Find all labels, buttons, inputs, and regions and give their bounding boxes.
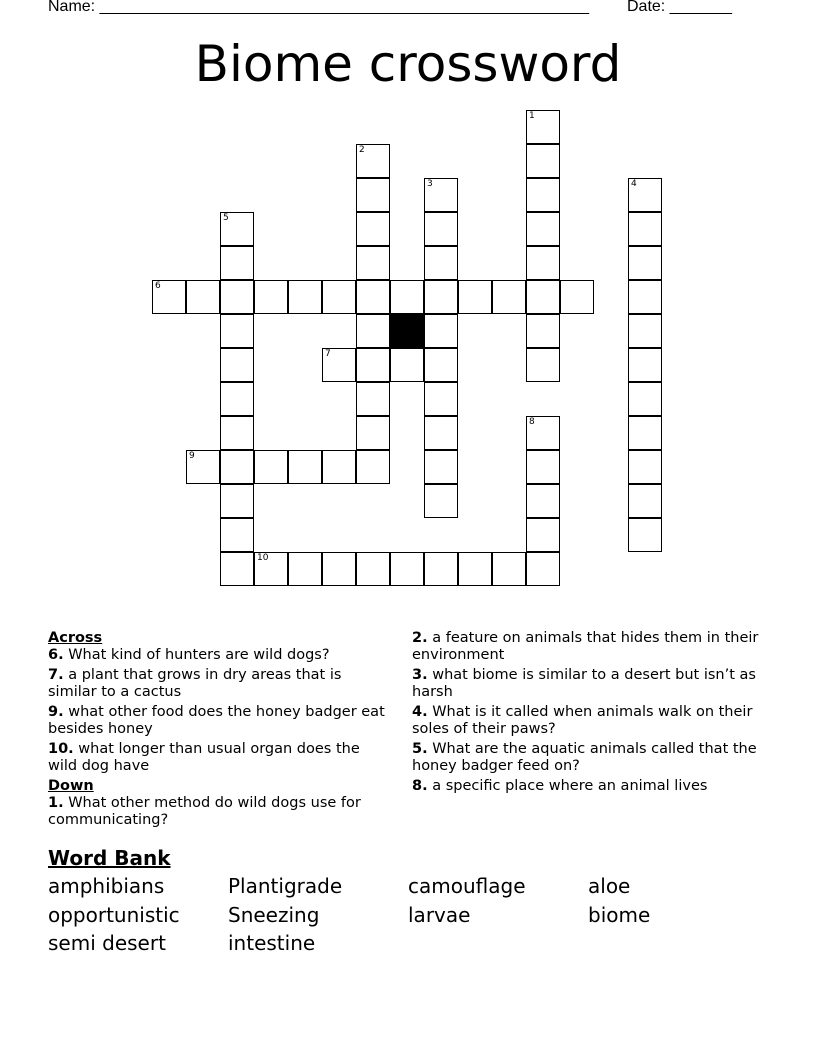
clue-text: what biome is similar to a desert but isn’t as harsh — [412, 667, 756, 700]
crossword-cell[interactable] — [526, 280, 560, 314]
clue-number: 4. — [412, 704, 428, 720]
crossword-cell[interactable] — [628, 416, 662, 450]
crossword-cell[interactable] — [390, 552, 424, 586]
crossword-cell[interactable] — [288, 552, 322, 586]
clue-down-8 — [412, 778, 762, 795]
clue-text: What kind of hunters are wild dogs? — [68, 647, 330, 663]
crossword-cell[interactable] — [492, 552, 526, 586]
crossword-cell[interactable] — [390, 280, 424, 314]
clue-number: 1. — [48, 795, 64, 811]
crossword-cell[interactable] — [526, 212, 560, 246]
crossword-cell[interactable] — [526, 552, 560, 586]
crossword-cell[interactable] — [220, 484, 254, 518]
clue-number-label: 9 — [189, 451, 195, 461]
crossword-cell[interactable] — [424, 314, 458, 348]
crossword-cell[interactable] — [220, 212, 254, 246]
crossword-cell[interactable] — [186, 280, 220, 314]
word-bank-item: larvae — [408, 903, 471, 927]
crossword-cell[interactable] — [322, 280, 356, 314]
crossword-cell[interactable] — [526, 144, 560, 178]
clue-across-7 — [48, 667, 388, 701]
crossword-cell[interactable] — [628, 314, 662, 348]
clue-text: a specific place where an animal lives — [432, 778, 708, 794]
clue-across-6 — [48, 647, 388, 664]
clue-text: what longer than usual organ does the wild dog have — [48, 741, 360, 774]
clue-number: 5. — [412, 741, 428, 757]
clue-down-4 — [412, 704, 762, 738]
clue-across-10 — [48, 741, 388, 775]
clue-number: 2. — [412, 630, 428, 646]
crossword-cell[interactable] — [526, 484, 560, 518]
word-bank-item: Plantigrade — [228, 874, 343, 898]
crossword-cell[interactable] — [628, 382, 662, 416]
clue-number: 3. — [412, 667, 428, 683]
crossword-cell[interactable] — [220, 552, 254, 586]
crossword-cell[interactable] — [526, 450, 560, 484]
clue-number: 9. — [48, 704, 64, 720]
crossword-cell[interactable] — [526, 246, 560, 280]
crossword-cell[interactable] — [526, 178, 560, 212]
crossword-cell[interactable] — [220, 450, 254, 484]
word-bank-item: semi desert — [48, 931, 166, 955]
clue-number-label: 7 — [325, 349, 331, 359]
crossword-cell[interactable] — [288, 450, 322, 484]
crossword-cell[interactable] — [356, 348, 390, 382]
crossword-cell[interactable] — [628, 348, 662, 382]
crossword-cell[interactable] — [458, 552, 492, 586]
clue-number-label: 1 — [529, 111, 535, 121]
crossword-cell[interactable] — [356, 552, 390, 586]
word-bank-item: camouflage — [408, 874, 526, 898]
crossword-cell[interactable] — [322, 450, 356, 484]
crossword-black-cell — [390, 314, 424, 348]
clues-right-column — [412, 630, 762, 798]
crossword-cell[interactable] — [628, 178, 662, 212]
crossword-cell[interactable] — [390, 348, 424, 382]
word-bank-item: opportunistic — [48, 903, 180, 927]
word-bank-item: amphibians — [48, 874, 165, 898]
clue-number: 8. — [412, 778, 428, 794]
crossword-cell[interactable] — [220, 348, 254, 382]
crossword-cell[interactable] — [526, 348, 560, 382]
clue-text: what other food does the honey badger eat besides honey — [48, 704, 385, 737]
crossword-cell[interactable] — [356, 246, 390, 280]
clue-down-2 — [412, 630, 762, 664]
crossword-cell[interactable] — [628, 280, 662, 314]
crossword-cell[interactable] — [220, 280, 254, 314]
crossword-cell[interactable] — [254, 552, 288, 586]
clue-text: a feature on animals that hides them in their environment — [412, 630, 759, 663]
crossword-cell[interactable] — [628, 212, 662, 246]
crossword-cell[interactable] — [424, 484, 458, 518]
crossword-cell[interactable] — [526, 110, 560, 144]
clue-number: 6. — [48, 647, 64, 663]
date-field[interactable]: Date: _______ — [627, 0, 732, 15]
crossword-cell[interactable] — [424, 416, 458, 450]
crossword-cell[interactable] — [322, 552, 356, 586]
crossword-cell[interactable] — [424, 246, 458, 280]
clue-down-3 — [412, 667, 762, 701]
page-title: Biome crossword — [194, 35, 622, 93]
crossword-cell[interactable] — [424, 212, 458, 246]
word-bank-item: intestine — [228, 931, 316, 955]
across-heading: Across — [48, 630, 103, 646]
crossword-cell[interactable] — [628, 450, 662, 484]
crossword-cell[interactable] — [220, 246, 254, 280]
word-bank-item: Sneezing — [228, 903, 320, 927]
clue-text: a plant that grows in dry areas that is similar to a cactus — [48, 667, 342, 700]
clue-number-label: 10 — [257, 553, 269, 563]
crossword-cell[interactable] — [356, 280, 390, 314]
crossword-cell[interactable] — [356, 450, 390, 484]
clue-number: 7. — [48, 667, 64, 683]
crossword-cell[interactable] — [628, 246, 662, 280]
down-heading: Down — [48, 778, 94, 794]
crossword-cell[interactable] — [526, 518, 560, 552]
clue-number-label: 5 — [223, 213, 229, 223]
clue-number-label: 2 — [359, 145, 365, 155]
clue-down-5 — [412, 741, 762, 775]
crossword-cell[interactable] — [356, 144, 390, 178]
crossword-cell[interactable] — [220, 416, 254, 450]
crossword-cell[interactable] — [322, 348, 356, 382]
clue-text: What other method do wild dogs use for communicating? — [48, 795, 361, 828]
crossword-cell[interactable] — [628, 484, 662, 518]
crossword-cell[interactable] — [424, 552, 458, 586]
word-bank-title: Word Bank — [48, 846, 171, 870]
clue-number-label: 3 — [427, 179, 433, 189]
crossword-cell[interactable] — [356, 382, 390, 416]
crossword-cell[interactable] — [220, 382, 254, 416]
crossword-cell[interactable] — [356, 314, 390, 348]
clue-text: What is it called when animals walk on their soles of their paws? — [412, 704, 753, 737]
clue-number-label: 8 — [529, 417, 535, 427]
crossword-cell[interactable] — [254, 450, 288, 484]
crossword-cell[interactable] — [152, 280, 186, 314]
crossword-cell[interactable] — [628, 518, 662, 552]
crossword-cell[interactable] — [560, 280, 594, 314]
crossword-cell[interactable] — [526, 314, 560, 348]
crossword-cell[interactable] — [424, 450, 458, 484]
crossword-cell[interactable] — [526, 416, 560, 450]
clue-number: 10. — [48, 741, 74, 757]
clue-number-label: 4 — [631, 179, 637, 189]
crossword-cell[interactable] — [356, 178, 390, 212]
crossword-cell[interactable] — [424, 178, 458, 212]
crossword-cell[interactable] — [492, 280, 526, 314]
crossword-cell[interactable] — [254, 280, 288, 314]
clue-text: What are the aquatic animals called that the honey badger feed on? — [412, 741, 757, 774]
crossword-cell[interactable] — [424, 280, 458, 314]
crossword-cell[interactable] — [288, 280, 322, 314]
crossword-cell[interactable] — [424, 382, 458, 416]
crossword-cell[interactable] — [220, 314, 254, 348]
crossword-cell[interactable] — [356, 416, 390, 450]
clue-across-9 — [48, 704, 388, 738]
crossword-cell[interactable] — [458, 280, 492, 314]
crossword-cell[interactable] — [220, 518, 254, 552]
clue-down-1 — [48, 795, 388, 829]
word-bank-item: biome — [588, 903, 651, 927]
word-bank-item: aloe — [588, 874, 631, 898]
crossword-cell[interactable] — [356, 212, 390, 246]
clue-number-label: 6 — [155, 281, 161, 291]
crossword-cell[interactable] — [186, 450, 220, 484]
clues-left-column — [48, 630, 388, 832]
crossword-cell[interactable] — [424, 348, 458, 382]
name-field[interactable]: Name: _______________________________________________________ — [48, 0, 589, 15]
